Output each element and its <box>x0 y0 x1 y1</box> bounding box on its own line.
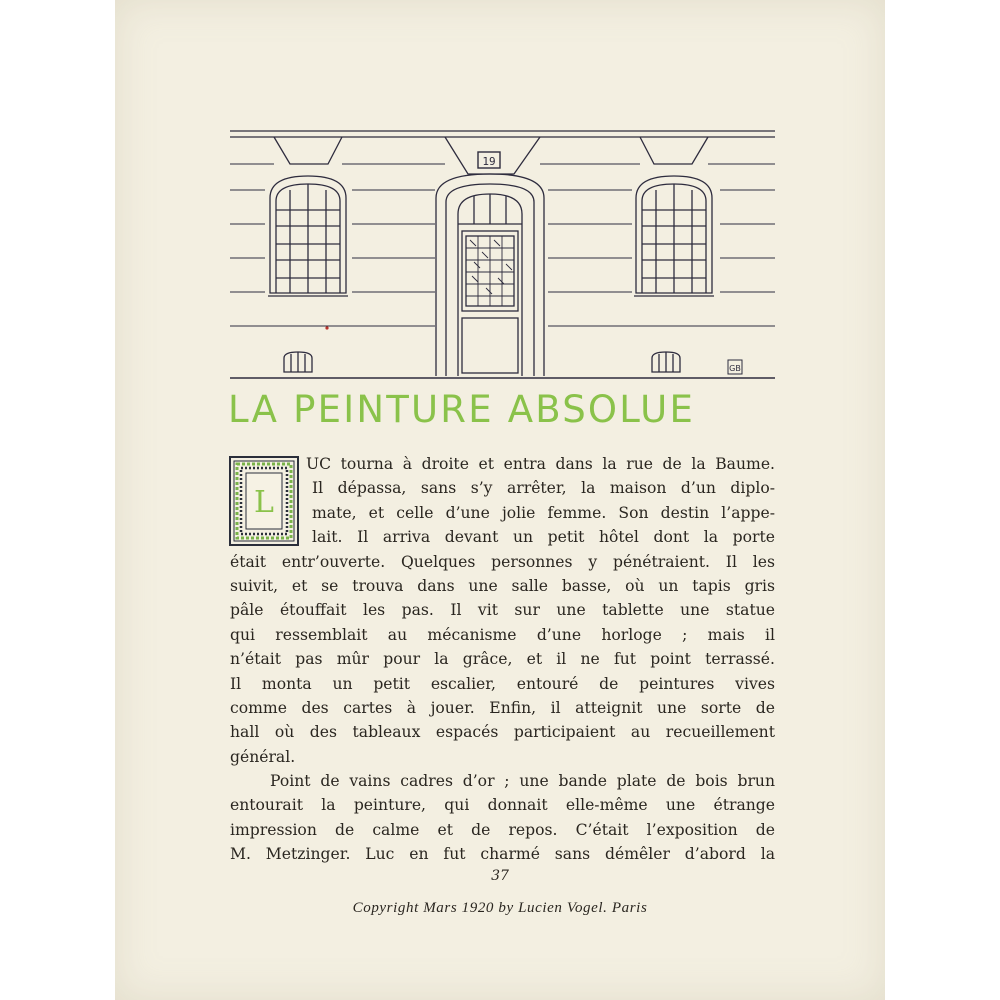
text-line: était entr’ouverte. Quelques personnes y pénétraient. Il les <box>230 552 775 571</box>
text-line: M. Metzinger. Luc en fut charmé sans démêler d’abord la <box>230 845 775 864</box>
text-line: entourait la peinture, qui donnait elle-même une étrange <box>230 796 775 815</box>
text-line: Point de vains cadres d’or ; une bande plate de bois brun <box>270 772 775 791</box>
dropcap-letter: L <box>254 485 274 520</box>
text-line: Il dépassa, sans s’y arrêter, la maison d’un diplo- <box>312 479 775 498</box>
text-line: suivit, et se trouva dans une salle basse, où un tapis gris <box>230 576 775 595</box>
copyright-line: Copyright Mars 1920 by Lucien Vogel. Paris <box>352 900 648 916</box>
text-line: pâle étouffait les pas. Il vit sur une tablette une statue <box>230 601 775 620</box>
text-line: hall où des tableaux espacés participaient au recueillement <box>230 723 775 742</box>
house-number: 19 <box>482 155 496 168</box>
facade-illustration <box>230 128 775 383</box>
article-title: LA PEINTURE ABSOLUE <box>228 388 696 431</box>
text-line: comme des cartes à jouer. Enfin, il atteignit une sorte de <box>230 698 775 717</box>
text-line: n’était pas mûr pour la grâce, et il ne fut point terrassé. <box>230 650 775 669</box>
article-body <box>230 452 775 867</box>
page-number: 37 <box>491 868 509 884</box>
text-line: UC tourna à droite et entra dans la rue de la Baume. <box>306 455 775 473</box>
text-line: mate, et celle d’une jolie femme. Son destin l’appe- <box>312 503 775 522</box>
text-line: lait. Il arriva devant un petit hôtel dont la porte <box>312 528 775 547</box>
text-line: général. <box>230 747 296 766</box>
artist-monogram: GB <box>729 364 741 373</box>
text-line: Il monta un petit escalier, entouré de peintures vives <box>230 674 775 693</box>
text-line: qui ressemblait au mécanisme d’une horloge ; mais il <box>230 625 775 644</box>
text-line: impression de calme et de repos. C’était l’exposition de <box>230 820 775 839</box>
